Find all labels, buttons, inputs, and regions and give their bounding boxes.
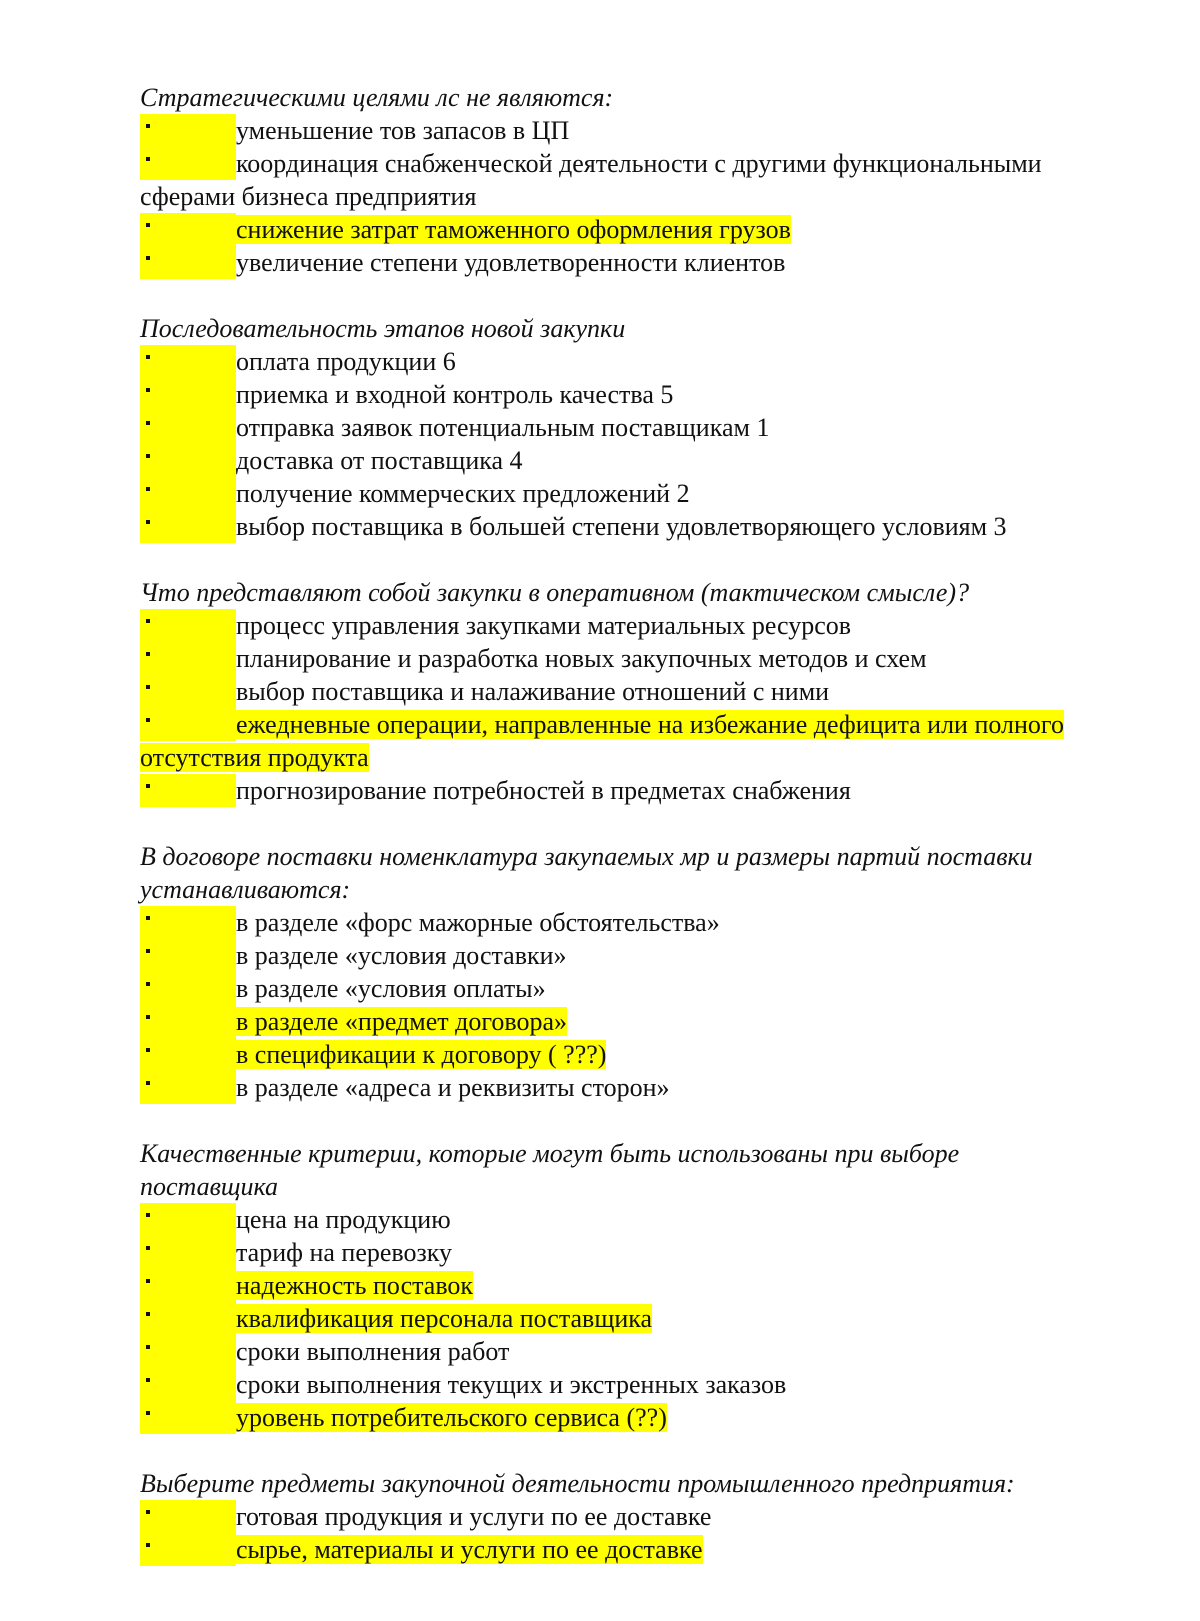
square-bullet-icon xyxy=(140,1236,236,1269)
question-text: Что представляют собой закупки в оперативном (тактическом смысле)? xyxy=(140,578,970,607)
answer-option xyxy=(140,642,1140,675)
answer-option xyxy=(140,1533,1140,1566)
square-bullet-icon xyxy=(140,1368,236,1401)
answer-option-text: получение коммерческих предложений 2 xyxy=(236,479,690,508)
question-text: Стратегическими целями лс не являются: xyxy=(140,83,614,112)
answer-option-text: прогнозирование потребностей в предметах снабжения xyxy=(236,776,851,805)
answer-option xyxy=(140,1335,1140,1368)
answer-option-text: в разделе «условия оплаты» xyxy=(236,974,546,1003)
square-bullet-icon xyxy=(140,114,236,147)
square-bullet-icon xyxy=(140,444,236,477)
answer-option xyxy=(140,1038,1140,1071)
answer-option xyxy=(140,1203,1140,1236)
answer-option-continuation xyxy=(140,180,1140,213)
answer-option-text: в разделе «предмет договора» xyxy=(236,1007,567,1036)
answer-option xyxy=(140,213,1140,246)
square-bullet-icon xyxy=(140,675,236,708)
answer-option-text: отправка заявок потенциальным поставщикам 1 xyxy=(236,413,770,442)
answer-option-text: уровень потребительского сервиса (??) xyxy=(236,1403,667,1432)
answer-option-text: координация снабженческой деятельности с другими функциональными xyxy=(236,149,1042,178)
square-bullet-icon xyxy=(140,708,236,741)
square-bullet-icon xyxy=(140,1071,236,1104)
answer-option-text: квалификация персонала поставщика xyxy=(236,1304,653,1333)
question-text: Последовательность этапов новой закупки xyxy=(140,314,626,343)
square-bullet-icon xyxy=(140,345,236,378)
answer-option xyxy=(140,246,1140,279)
answer-option xyxy=(140,1500,1140,1533)
square-bullet-icon xyxy=(140,213,236,246)
answer-option-text: оплата продукции 6 xyxy=(236,347,456,376)
answer-option-text: доставка от поставщика 4 xyxy=(236,446,523,475)
answer-option xyxy=(140,114,1140,147)
answer-option xyxy=(140,147,1140,180)
square-bullet-icon xyxy=(140,246,236,279)
square-bullet-icon xyxy=(140,1500,236,1533)
answer-option-text: планирование и разработка новых закупочных методов и схем xyxy=(236,644,927,673)
answer-option xyxy=(140,1302,1140,1335)
answer-option xyxy=(140,1368,1140,1401)
answer-option-text: в спецификации к договору ( ???) xyxy=(236,1040,607,1069)
question-block xyxy=(140,312,1140,543)
answer-option-text: уменьшение тов запасов в ЦП xyxy=(236,116,570,145)
square-bullet-icon xyxy=(140,378,236,411)
answer-option xyxy=(140,378,1140,411)
square-bullet-icon xyxy=(140,1203,236,1236)
question-text-continuation: поставщика xyxy=(140,1172,279,1201)
answer-option xyxy=(140,939,1140,972)
answer-option xyxy=(140,411,1140,444)
answer-option xyxy=(140,1401,1140,1434)
square-bullet-icon xyxy=(140,1401,236,1434)
question-block xyxy=(140,1137,1140,1434)
square-bullet-icon xyxy=(140,1005,236,1038)
question-text: Выберите предметы закупочной деятельности промышленного предприятия: xyxy=(140,1469,1015,1498)
answer-option-text: сроки выполнения работ xyxy=(236,1337,510,1366)
square-bullet-icon xyxy=(140,1302,236,1335)
question-block xyxy=(140,1467,1140,1566)
question-text: В договоре поставки номенклатура закупаемых мр и размеры партий поставки xyxy=(140,842,1033,871)
answer-option-text: выбор поставщика в большей степени удовлетворяющего условиям 3 xyxy=(236,512,1007,541)
answer-option xyxy=(140,444,1140,477)
square-bullet-icon xyxy=(140,411,236,444)
answer-option xyxy=(140,906,1140,939)
square-bullet-icon xyxy=(140,774,236,807)
answer-option xyxy=(140,477,1140,510)
square-bullet-icon xyxy=(140,147,236,180)
answer-option-text: снижение затрат таможенного оформления грузов xyxy=(236,215,791,244)
answer-option-text: в разделе «форс мажорные обстоятельства» xyxy=(236,908,720,937)
answer-option-text: сферами бизнеса предприятия xyxy=(140,182,477,211)
answer-option xyxy=(140,675,1140,708)
answer-option-text: готовая продукция и услуги по ее доставке xyxy=(236,1502,712,1531)
answer-option-continuation xyxy=(140,741,1140,774)
answer-option xyxy=(140,774,1140,807)
answer-option xyxy=(140,345,1140,378)
square-bullet-icon xyxy=(140,1335,236,1368)
square-bullet-icon xyxy=(140,609,236,642)
square-bullet-icon xyxy=(140,1038,236,1071)
question-block xyxy=(140,576,1140,807)
square-bullet-icon xyxy=(140,477,236,510)
answer-option-text: тариф на перевозку xyxy=(236,1238,453,1267)
answer-option-text: выбор поставщика и налаживание отношений с ними xyxy=(236,677,830,706)
question-text-continuation: устанавливаются: xyxy=(140,875,351,904)
question-block xyxy=(140,81,1140,279)
answer-option-text: ежедневные операции, направленные на избежание дефицита или полного xyxy=(236,710,1064,739)
square-bullet-icon xyxy=(140,1533,236,1566)
answer-option xyxy=(140,609,1140,642)
square-bullet-icon xyxy=(140,642,236,675)
square-bullet-icon xyxy=(140,906,236,939)
answer-option-text: надежность поставок xyxy=(236,1271,474,1300)
square-bullet-icon xyxy=(140,1269,236,1302)
answer-option xyxy=(140,972,1140,1005)
answer-option-text: увеличение степени удовлетворенности клиентов xyxy=(236,248,786,277)
answer-option-text: сырье, материалы и услуги по ее доставке xyxy=(236,1535,703,1564)
answer-option xyxy=(140,1005,1140,1038)
square-bullet-icon xyxy=(140,939,236,972)
answer-option-text: цена на продукцию xyxy=(236,1205,451,1234)
question-text: Качественные критерии, которые могут быть использованы при выборе xyxy=(140,1139,960,1168)
answer-option xyxy=(140,708,1140,741)
question-block xyxy=(140,840,1140,1104)
answer-option-text: в разделе «условия доставки» xyxy=(236,941,567,970)
square-bullet-icon xyxy=(140,510,236,543)
answer-option-text: сроки выполнения текущих и экстренных заказов xyxy=(236,1370,787,1399)
answer-option-text: приемка и входной контроль качества 5 xyxy=(236,380,674,409)
answer-option xyxy=(140,1071,1140,1104)
answer-option xyxy=(140,510,1140,543)
answer-option-text: процесс управления закупками материальных ресурсов xyxy=(236,611,852,640)
answer-option-text: отсутствия продукта xyxy=(140,743,369,772)
answer-option-text: в разделе «адреса и реквизиты сторон» xyxy=(236,1073,670,1102)
square-bullet-icon xyxy=(140,972,236,1005)
answer-option xyxy=(140,1236,1140,1269)
answer-option xyxy=(140,1269,1140,1302)
